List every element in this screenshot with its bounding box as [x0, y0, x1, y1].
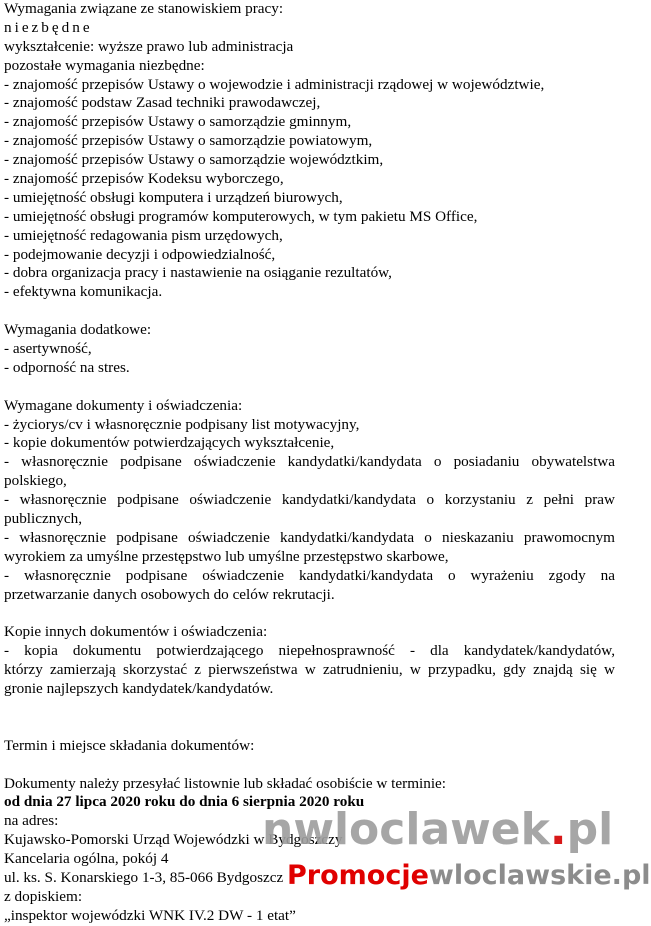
document-line: wyrokiem za umyślne przestępstwo lub umyślne przestępstwo skarbowe, [4, 547, 449, 565]
document-line: Kopie innych dokumentów i oświadczenia: [4, 623, 268, 641]
document-line: polskiego, [4, 472, 67, 490]
document-line: - dobra organizacja pracy i nastawienie na osiąganie rezultatów, [4, 264, 392, 282]
document-line: Wymagania związane ze stanowiskiem pracy: [4, 0, 284, 17]
watermark-dot: . [549, 804, 567, 855]
document-line: Wymagane dokumenty i oświadczenia: [4, 396, 243, 414]
blank-line [4, 302, 615, 321]
document-line: - odporność na stres. [4, 358, 130, 376]
document-line: - efektywna komunikacja. [4, 283, 163, 301]
watermark-site-text: wloclawskie.pl [428, 860, 651, 891]
document-line: Kancelaria ogólna, pokój 4 [4, 850, 169, 868]
document-line: pozostałe wymagania niezbędne: [4, 56, 205, 74]
document-line: niezbędne [4, 18, 93, 36]
document-line: - znajomość przepisów Kodeksu wyborczego, [4, 170, 284, 188]
document-line: - własnoręcznie podpisane oświadczenie kandydatki/kandydata o wyrażeniu zgody na [4, 566, 615, 584]
watermark-promocje [287, 860, 651, 891]
document-line: gronie najlepszych kandydatek/kandydatów. [4, 680, 274, 698]
document-line: przetwarzanie danych osobowych do celów rekrutacji. [4, 585, 335, 603]
document-line: „inspektor wojewódzki WNK IV.2 DW - 1 etat” [4, 906, 296, 924]
document-line: publicznych, [4, 510, 83, 528]
document-line: - asertywność, [4, 340, 92, 358]
blank-line [4, 699, 615, 737]
document-line: ul. ks. S. Konarskiego 1-3, 85-066 Bydgoszcz [4, 868, 284, 886]
document-line: Wymagania dodatkowe: [4, 321, 152, 339]
document-line: - własnoręcznie podpisane oświadczenie kandydatki/kandydata o korzystaniu z pełni praw [4, 491, 615, 509]
watermark-main-text: nwloclawek [262, 804, 550, 855]
document-line: z dopiskiem: [4, 887, 83, 905]
document-line: Kujawsko-Pomorski Urząd Wojewódzki w Bydgoszczy [4, 831, 343, 849]
document-line: - życiorys/cv i własnoręcznie podpisany list motywacyjny, [4, 415, 360, 433]
document-line: - znajomość przepisów Ustawy o samorządzie województkim, [4, 151, 384, 169]
document-body [4, 0, 615, 926]
document-line: Dokumenty należy przesyłać listownie lub składać osobiście w terminie: [4, 774, 447, 792]
document-line: - umiejętność obsługi komputera i urządzeń biurowych, [4, 188, 343, 206]
document-line: Termin i miejsce składania dokumentów: [4, 736, 255, 754]
document-line: - znajomość przepisów Ustawy o samorządzie gminnym, [4, 113, 352, 131]
document-line: - znajomość przepisów Ustawy o wojewodzie i administracji rządowej w województwie, [4, 75, 545, 93]
document-line: którzy zamierzają skorzystać z pierwszeństwa w zatrudnieniu, w przypadku, gdy znajdą się w [4, 661, 615, 679]
blank-line [4, 378, 615, 397]
document-line: od dnia 27 lipca 2020 roku do dnia 6 sierpnia 2020 roku [4, 793, 365, 811]
document-line: - kopia dokumentu potwierdzającego niepełnosprawność - dla kandydatek/kandydatów, [4, 642, 615, 660]
document-line: na adres: [4, 812, 59, 830]
watermark-tld: pl [566, 804, 614, 855]
document-line: - kopie dokumentów potwierdzających wykształcenie, [4, 434, 335, 452]
blank-line [4, 756, 615, 775]
document-line: - umiejętność obsługi programów komputerowych, w tym pakietu MS Office, [4, 207, 478, 225]
document-line: - znajomość podstaw Zasad techniki prawodawczej, [4, 94, 321, 112]
document-line: - znajomość przepisów Ustawy o samorządzie powiatowym, [4, 132, 373, 150]
document-line: - własnoręcznie podpisane oświadczenie kandydatki/kandydata o posiadaniu obywatelstwa [4, 453, 615, 471]
blank-line [4, 605, 615, 624]
document-line: - własnoręcznie podpisane oświadczenie kandydatki/kandydata o nieskazaniu prawomocnym [4, 528, 615, 546]
watermark-wloclawek [262, 804, 613, 855]
document-line: - umiejętność redagowania pism urzędowych, [4, 226, 283, 244]
document-line: wykształcenie: wyższe prawo lub administracja [4, 37, 294, 55]
watermark-promo-text: Promocje [287, 860, 429, 891]
document-line: - podejmowanie decyzji i odpowiedzialność, [4, 245, 276, 263]
